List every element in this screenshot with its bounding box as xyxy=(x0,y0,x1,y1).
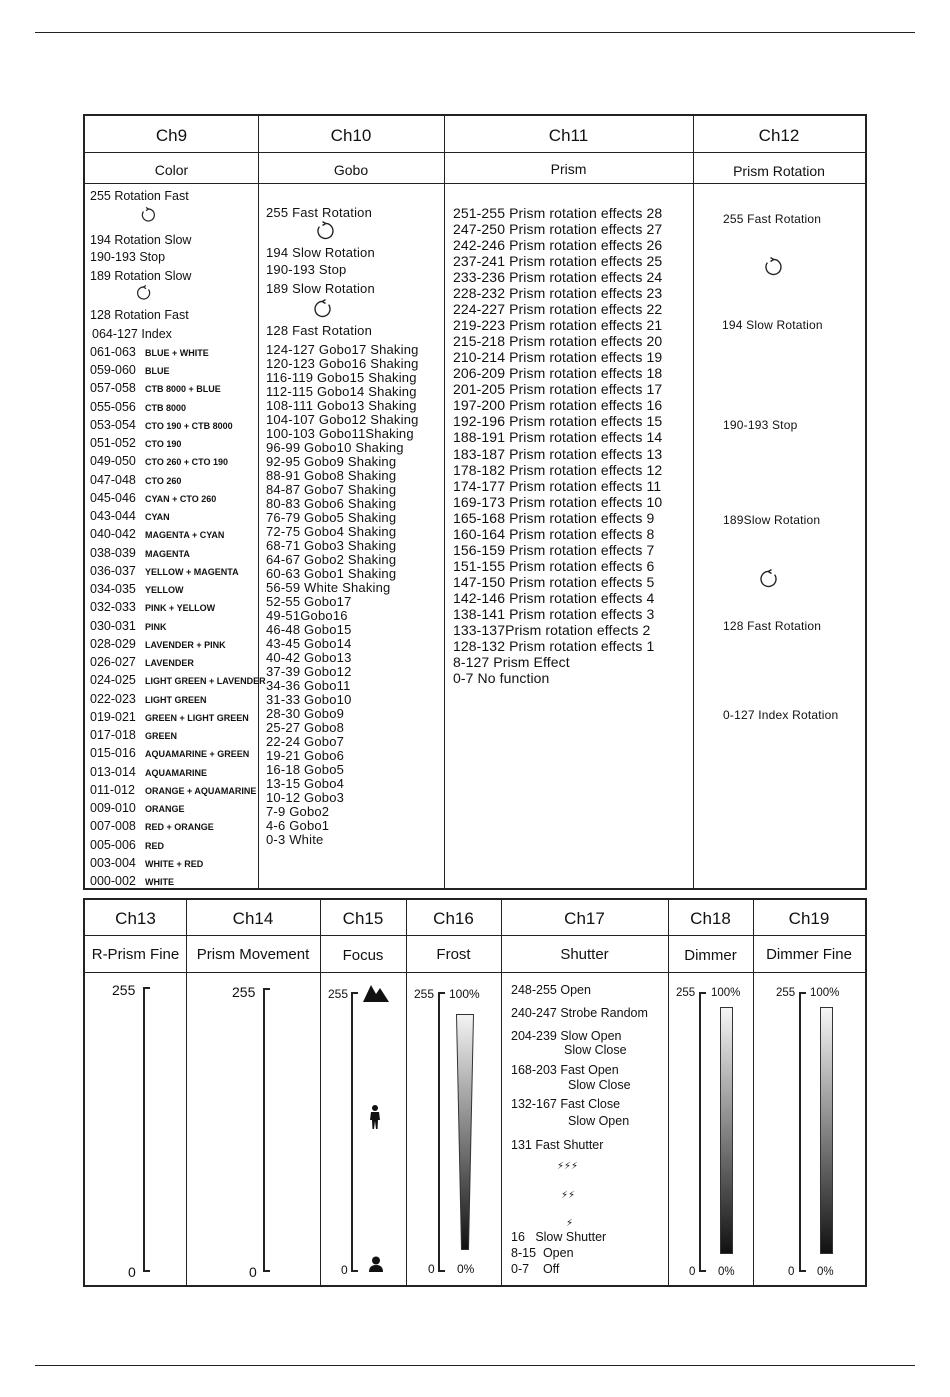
ch10-gobo-item: 52-55 Gobo17 xyxy=(266,594,352,609)
person-icon xyxy=(369,1105,381,1129)
rotate-ccw-icon xyxy=(136,285,152,301)
ch9-range: 053-054 xyxy=(90,417,136,432)
ch9-color-name: LAVENDER xyxy=(145,658,194,669)
ch9-color-name: ORANGE xyxy=(145,804,185,815)
ch9-range: 036-037 xyxy=(90,563,136,578)
header-shutter: Shutter xyxy=(560,946,609,963)
ch10-item: 255 Fast Rotation xyxy=(266,205,373,220)
shutter-item: 240-247 Strobe Random xyxy=(511,1006,648,1020)
min-label: 0 xyxy=(128,1264,136,1280)
ch9-color-name: YELLOW + MAGENTA xyxy=(145,566,239,577)
ch11-prism-item: 192-196 Prism rotation effects 15 xyxy=(453,413,663,430)
shutter-item: 168-203 Fast Open xyxy=(511,1063,619,1077)
min-label: 0 xyxy=(249,1264,257,1280)
table-ch13-ch19 xyxy=(83,898,867,1287)
ch9-item: 255 Rotation Fast xyxy=(90,189,189,203)
ch9-color-name: CTB 8000 + BLUE xyxy=(145,384,221,395)
ch9-range: 045-046 xyxy=(90,490,136,505)
ch11-prism-item: 251-255 Prism rotation effects 28 xyxy=(453,205,663,221)
ch10-gobo-item: 108-111 Gobo13 Shaking xyxy=(266,398,417,413)
header-color: Color xyxy=(154,162,189,178)
ch9-color-name: PINK + YELLOW xyxy=(145,603,216,614)
ch10-item: 190-193 Stop xyxy=(266,262,347,277)
shutter-item: 132-167 Fast Close xyxy=(511,1097,621,1111)
ch10-gobo-item: 10-12 Gobo3 xyxy=(266,790,345,805)
ch10-gobo-item: 31-33 Gobo10 xyxy=(266,692,352,707)
ch9-range: 040-042 xyxy=(90,527,136,542)
rotate-cw-icon xyxy=(140,207,156,223)
header-ch11: Ch11 xyxy=(548,126,589,145)
max-label: 255 xyxy=(776,987,796,999)
header-prism: Prism xyxy=(550,161,587,177)
ch10-gobo-item: 88-91 Gobo8 Shaking xyxy=(266,468,397,483)
strobe-mid-icon: ⚡⚡ xyxy=(561,1190,576,1201)
shutter-item: 0-7 Off xyxy=(511,1262,560,1276)
ch10-gobo-item: 4-6 Gobo1 xyxy=(266,818,330,833)
ch10-gobo-item: 76-79 Gobo5 Shaking xyxy=(266,510,397,525)
ch10-item: 128 Fast Rotation xyxy=(266,323,373,338)
ch11-prism-item: 197-200 Prism rotation effects 16 xyxy=(453,397,663,414)
ch9-color-name: ORANGE + AQUAMARINE xyxy=(145,785,257,796)
bottom-rule xyxy=(35,1365,915,1366)
percent-max-label: 100% xyxy=(711,987,741,999)
shutter-item: 8-15 Open xyxy=(511,1246,574,1260)
ch12-item: 194 Slow Rotation xyxy=(722,318,823,332)
ch10-gobo-item: 72-75 Gobo4 Shaking xyxy=(266,524,397,539)
ch12-item: 128 Fast Rotation xyxy=(723,619,822,633)
ch10-item: 189 Slow Rotation xyxy=(266,281,375,296)
header-ch18: Ch18 xyxy=(690,909,731,928)
ch9-color-name: RED xyxy=(145,840,165,851)
shutter-item: Slow Close xyxy=(568,1078,631,1092)
ch9-color-name: LAVENDER + PINK xyxy=(145,639,226,650)
header-ch17: Ch17 xyxy=(564,909,605,928)
ch10-gobo-item: 64-67 Gobo2 Shaking xyxy=(266,552,397,567)
percent-min-label: 0% xyxy=(457,1262,475,1276)
ch9-color-name: CTB 8000 xyxy=(145,402,187,413)
table-ch9-ch12 xyxy=(83,114,867,890)
ch9-item: 190-193 Stop xyxy=(90,250,166,264)
header-ch12: Ch12 xyxy=(758,126,800,145)
ch9-color-name: CTO 190 xyxy=(145,439,182,450)
ch11-prism-item: 138-141 Prism rotation effects 3 xyxy=(453,605,655,622)
ch11-prism-item: 228-232 Prism rotation effects 23 xyxy=(453,285,663,302)
header-ch16: Ch16 xyxy=(433,909,474,928)
ch10-gobo-item: 68-71 Gobo3 Shaking xyxy=(266,538,397,553)
header-focus: Focus xyxy=(342,947,384,964)
header-ch19: Ch19 xyxy=(788,909,830,928)
percent-min-label: 0% xyxy=(817,1266,834,1278)
shutter-item: 248-255 Open xyxy=(511,983,591,997)
header-dimmer-fine: Dimmer Fine xyxy=(766,946,852,963)
ch11-prism-item: 183-187 Prism rotation effects 13 xyxy=(453,445,663,462)
ch9-range: 015-016 xyxy=(90,746,136,761)
ch10-gobo-item: 80-83 Gobo6 Shaking xyxy=(266,496,397,511)
ch9-color-name: AQUAMARINE xyxy=(145,767,207,778)
ch11-prism-item: 151-155 Prism rotation effects 6 xyxy=(453,557,655,574)
ch9-item: 194 Rotation Slow xyxy=(90,233,192,247)
header-ch10: Ch10 xyxy=(330,126,372,145)
mountain-icon xyxy=(363,982,389,1002)
min-label: 0 xyxy=(428,1262,435,1276)
ch10-gobo-item: 60-63 Gobo1 Shaking xyxy=(266,566,397,581)
shutter-item: 16 Slow Shutter xyxy=(511,1230,607,1244)
rotate-cw-icon xyxy=(763,257,783,277)
ch11-prism-item: 133-137Prism rotation effects 2 xyxy=(453,621,651,638)
top-rule xyxy=(35,32,915,33)
ch11-prism-item: 128-132 Prism rotation effects 1 xyxy=(453,637,655,654)
max-label: 255 xyxy=(112,982,136,998)
ch10-gobo-item: 34-36 Gobo11 xyxy=(266,678,351,693)
ch9-range: 051-052 xyxy=(90,436,136,451)
ch9-range: 047-048 xyxy=(90,472,136,487)
header-gobo: Gobo xyxy=(333,162,369,178)
header-dimmer: Dimmer xyxy=(684,947,737,964)
ch9-range: 000-002 xyxy=(90,874,136,888)
header-ch15: Ch15 xyxy=(342,909,384,928)
ch10-gobo-item: 43-45 Gobo14 xyxy=(266,636,352,651)
ch10-gobo-item: 25-27 Gobo8 xyxy=(266,720,345,735)
dimmer-gradient-bar xyxy=(720,1007,733,1254)
frost-gradient-wedge xyxy=(456,1014,474,1250)
ch10-gobo-item: 56-59 White Shaking xyxy=(266,580,391,595)
ch10-gobo-item: 28-30 Gobo9 xyxy=(266,706,345,721)
ch11-prism-item: 215-218 Prism rotation effects 20 xyxy=(453,333,663,350)
ch9-range: 057-058 xyxy=(90,381,136,396)
ch9-item: 189 Rotation Slow xyxy=(90,269,192,283)
ch10-gobo-item: 96-99 Gobo10 Shaking xyxy=(266,440,404,455)
ch12-item: 255 Fast Rotation xyxy=(723,212,822,226)
ch11-prism-item: 169-173 Prism rotation effects 10 xyxy=(453,493,663,510)
ch10-gobo-item: 100-103 Gobo11Shaking xyxy=(266,426,414,441)
ch9-color-name: CTO 260 xyxy=(145,475,182,486)
ch9-range: 007-008 xyxy=(90,819,136,834)
percent-max-label: 100% xyxy=(810,987,840,999)
ch10-item: 194 Slow Rotation xyxy=(266,245,375,260)
ch9-item: 128 Rotation Fast xyxy=(90,308,189,322)
ch11-prism-item: 160-164 Prism rotation effects 8 xyxy=(453,525,655,542)
header-prism-rotation: Prism Rotation xyxy=(733,163,825,179)
ch10-gobo-item: 92-95 Gobo9 Shaking xyxy=(266,454,397,469)
ch10-gobo-item: 37-39 Gobo12 xyxy=(266,664,352,679)
shutter-item: 131 Fast Shutter xyxy=(511,1138,604,1152)
ch9-color-name: YELLOW xyxy=(145,585,184,596)
ch10-gobo-item: 13-15 Gobo4 xyxy=(266,776,345,791)
ch10-gobo-item: 124-127 Gobo17 Shaking xyxy=(266,342,419,357)
shutter-item: Slow Open xyxy=(568,1114,630,1128)
ch10-gobo-item: 0-3 White xyxy=(266,832,324,847)
ch9-range: 011-012 xyxy=(90,782,135,797)
min-label: 0 xyxy=(788,1266,795,1278)
ch11-prism-item: 165-168 Prism rotation effects 9 xyxy=(453,509,655,526)
ch9-color-name: MAGENTA xyxy=(145,548,190,559)
ch9-item: 064-127 Index xyxy=(92,327,172,341)
ch11-prism-item: 242-246 Prism rotation effects 26 xyxy=(453,237,663,254)
ch10-gobo-item: 16-18 Gobo5 xyxy=(266,762,345,777)
ch9-color-name: PINK xyxy=(145,621,167,632)
ch9-range: 061-063 xyxy=(90,345,136,359)
min-label: 0 xyxy=(341,1263,348,1277)
ch10-gobo-item: 7-9 Gobo2 xyxy=(266,804,330,819)
ch9-color-name: BLUE + WHITE xyxy=(145,348,209,358)
ch11-prism-item: 201-205 Prism rotation effects 17 xyxy=(453,381,663,398)
ch9-color-name: BLUE xyxy=(145,366,170,377)
strobe-slow-icon: ⚡ xyxy=(566,1218,574,1229)
ch9-color-name: CTO 190 + CTB 8000 xyxy=(145,420,233,431)
max-label: 255 xyxy=(328,987,349,1001)
percent-max-label: 100% xyxy=(449,987,480,1001)
ch9-color-name: GREEN xyxy=(145,731,178,742)
ch11-prism-item: 8-127 Prism Effect xyxy=(453,653,570,670)
ch9-range: 032-033 xyxy=(90,600,136,615)
ch10-gobo-item: 22-24 Gobo7 xyxy=(266,734,345,749)
max-label: 255 xyxy=(676,987,696,999)
rotate-ccw-icon xyxy=(759,569,779,589)
ch11-prism-item: 178-182 Prism rotation effects 12 xyxy=(453,461,663,478)
ch11-prism-item: 147-150 Prism rotation effects 5 xyxy=(453,573,655,590)
ch10-gobo-item: 46-48 Gobo15 xyxy=(266,622,352,637)
ch11-prism-item: 247-250 Prism rotation effects 27 xyxy=(453,221,663,238)
ch9-color-name: WHITE + RED xyxy=(145,858,204,869)
header-prism-movement: Prism Movement xyxy=(196,946,310,963)
ch9-range: 009-010 xyxy=(90,801,136,816)
ch10-gobo-item: 112-115 Gobo14 Shaking xyxy=(266,384,417,399)
ch9-color-name: AQUAMARINE + GREEN xyxy=(145,749,250,760)
ch10-gobo-item: 104-107 Gobo12 Shaking xyxy=(266,412,419,427)
ch9-range: 022-023 xyxy=(90,691,136,706)
ch10-gobo-item: 84-87 Gobo7 Shaking xyxy=(266,482,397,497)
ch11-prism-item: 233-236 Prism rotation effects 24 xyxy=(453,269,663,286)
ch10-gobo-item: 40-42 Gobo13 xyxy=(266,650,352,665)
dimmer-fine-gradient-bar xyxy=(820,1007,833,1254)
ch12-item: 0-127 Index Rotation xyxy=(723,708,839,722)
ch9-range: 049-050 xyxy=(90,454,136,469)
rotate-ccw-icon xyxy=(313,299,333,319)
ch10-gobo-item: 116-119 Gobo15 Shaking xyxy=(266,370,417,385)
header-ch13: Ch13 xyxy=(115,909,156,928)
ch9-range: 026-027 xyxy=(90,655,136,670)
min-label: 0 xyxy=(689,1266,696,1278)
ch9-color-name: GREEN + LIGHT GREEN xyxy=(145,712,249,723)
ch11-prism-item: 224-227 Prism rotation effects 22 xyxy=(453,301,663,318)
ch10-gobo-item: 19-21 Gobo6 xyxy=(266,748,345,763)
ch9-color-name: MAGENTA + CYAN xyxy=(145,530,225,541)
ch9-color-name: CYAN + CTO 260 xyxy=(145,493,217,504)
percent-min-label: 0% xyxy=(718,1266,735,1278)
ch9-range: 003-004 xyxy=(90,855,136,870)
header-ch14: Ch14 xyxy=(232,909,274,928)
ch9-range: 005-006 xyxy=(90,837,136,852)
ch11-prism-item: 206-209 Prism rotation effects 18 xyxy=(453,365,663,382)
ch9-range: 028-029 xyxy=(90,636,136,651)
header-frost: Frost xyxy=(436,946,471,963)
shutter-item: 204-239 Slow Open xyxy=(511,1029,622,1043)
shutter-item: Slow Close xyxy=(564,1043,627,1057)
ch11-prism-item: 0-7 No function xyxy=(453,670,550,686)
ch12-item: 189Slow Rotation xyxy=(723,513,821,527)
ch11-prism-item: 142-146 Prism rotation effects 4 xyxy=(453,589,655,606)
ch11-prism-item: 237-241 Prism rotation effects 25 xyxy=(453,253,663,270)
ch11-prism-item: 219-223 Prism rotation effects 21 xyxy=(453,317,663,334)
ch9-color-name: LIGHT GREEN xyxy=(145,694,207,705)
ch9-color-name: WHITE xyxy=(145,877,174,887)
ch11-prism-item: 188-191 Prism rotation effects 14 xyxy=(453,429,663,446)
ch10-gobo-item: 49-51Gobo16 xyxy=(266,608,348,623)
ch10-gobo-item: 120-123 Gobo16 Shaking xyxy=(266,356,419,371)
ch12-item: 190-193 Stop xyxy=(723,418,798,432)
ch9-color-name: RED + ORANGE xyxy=(145,822,214,833)
ch9-color-name: LIGHT GREEN + LAVENDER xyxy=(145,676,266,687)
ch9-range: 024-025 xyxy=(90,673,136,688)
ch9-range: 043-044 xyxy=(90,509,136,524)
ch9-range: 019-021 xyxy=(90,709,136,724)
header-r-prism-fine: R-Prism Fine xyxy=(91,946,180,963)
ch9-range: 030-031 xyxy=(90,618,136,633)
ch9-range: 013-014 xyxy=(90,764,136,779)
ch9-range: 059-060 xyxy=(90,363,136,378)
header-ch9: Ch9 xyxy=(155,126,188,145)
ch9-range: 017-018 xyxy=(90,728,136,743)
ch11-prism-item: 210-214 Prism rotation effects 19 xyxy=(453,349,663,366)
ch9-range: 038-039 xyxy=(90,545,136,560)
ch9-range: 034-035 xyxy=(90,582,136,597)
rotate-cw-icon xyxy=(315,221,335,241)
ch9-color-name: CYAN xyxy=(145,512,170,523)
ch9-range: 055-056 xyxy=(90,399,136,414)
ch11-prism-item: 174-177 Prism rotation effects 11 xyxy=(453,477,662,494)
strobe-fast-icon: ⚡⚡⚡ xyxy=(557,1161,579,1172)
ch11-prism-item: 156-159 Prism rotation effects 7 xyxy=(453,541,655,558)
max-label: 255 xyxy=(232,984,256,1000)
person-bust-icon xyxy=(368,1256,384,1272)
ch9-color-name: CTO 260 + CTO 190 xyxy=(145,457,228,468)
max-label: 255 xyxy=(414,987,435,1001)
